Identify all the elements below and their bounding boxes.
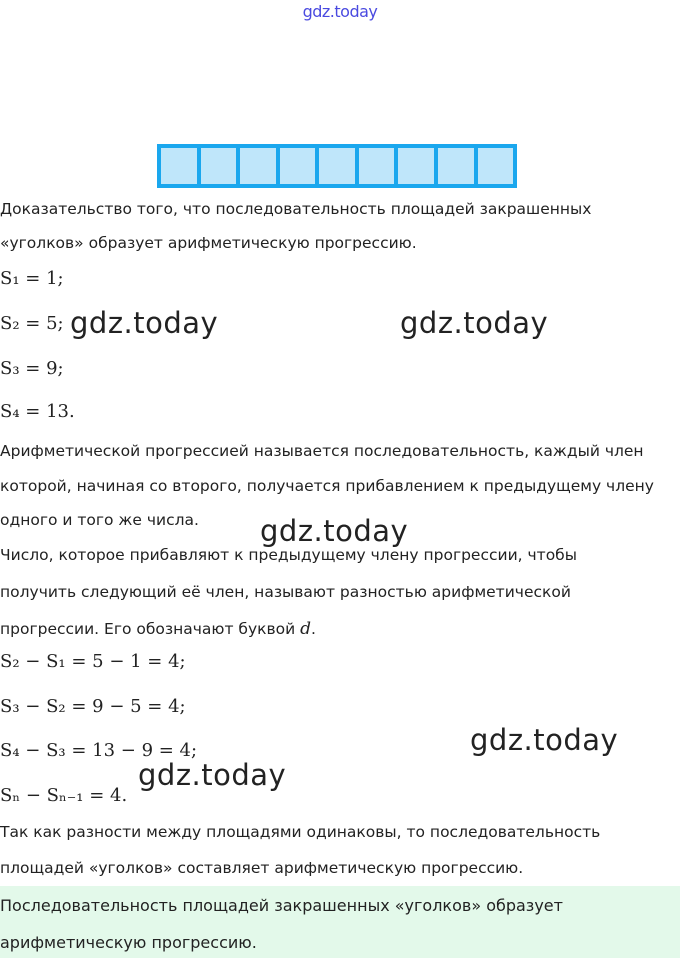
watermark: gdz.today (400, 306, 549, 340)
answer-text: Последовательность площадей закрашенных «уголков» образует (0, 896, 563, 915)
formula: S₄ = 13. (0, 401, 75, 422)
answer-text: арифметическую прогрессию. (0, 933, 257, 952)
variable-d: d (300, 619, 312, 639)
paragraph: Арифметической прогрессией называется последовательность, каждый член (0, 442, 644, 460)
paragraph-text: прогрессии. Его обозначают буквой (0, 620, 296, 638)
paragraph: Так как разности между площадями одинаковы, то последовательность (0, 823, 601, 841)
squares-figure (157, 144, 517, 188)
paragraph: одного и того же числа. (0, 511, 199, 529)
formula: S₂ = 5; (0, 313, 64, 334)
paragraph: которой, начиная со второго, получается прибавлением к предыдущему члену (0, 477, 654, 495)
formula: S₁ = 1; (0, 268, 64, 289)
formula: S₃ = 9; (0, 358, 64, 379)
answer-box (0, 886, 680, 958)
formula: S₃ − S₂ = 9 − 5 = 4; (0, 696, 186, 717)
formula: Sₙ − Sₙ₋₁ = 4. (0, 785, 128, 806)
paragraph: «уголков» образует арифметическую прогрессию. (0, 234, 417, 252)
watermark: gdz.today (70, 306, 219, 340)
paragraph: получить следующий её член, называют разностью арифметической (0, 583, 571, 601)
paragraph: площадей «уголков» составляет арифметическую прогрессию. (0, 859, 524, 877)
watermark: gdz.today (470, 723, 619, 757)
paragraph: прогрессии. Его обозначают буквой d. (0, 619, 316, 639)
watermark: gdz.today (260, 514, 409, 548)
paragraph: Доказательство того, что последовательность площадей закрашенных (0, 200, 592, 218)
formula: S₂ − S₁ = 5 − 1 = 4; (0, 651, 186, 672)
paragraph: Число, которое прибавляют к предыдущему члену прогрессии, чтобы (0, 546, 577, 564)
formula: S₄ − S₃ = 13 − 9 = 4; (0, 740, 198, 761)
watermark-top: gdz.today (302, 2, 378, 21)
watermark: gdz.today (138, 758, 287, 792)
